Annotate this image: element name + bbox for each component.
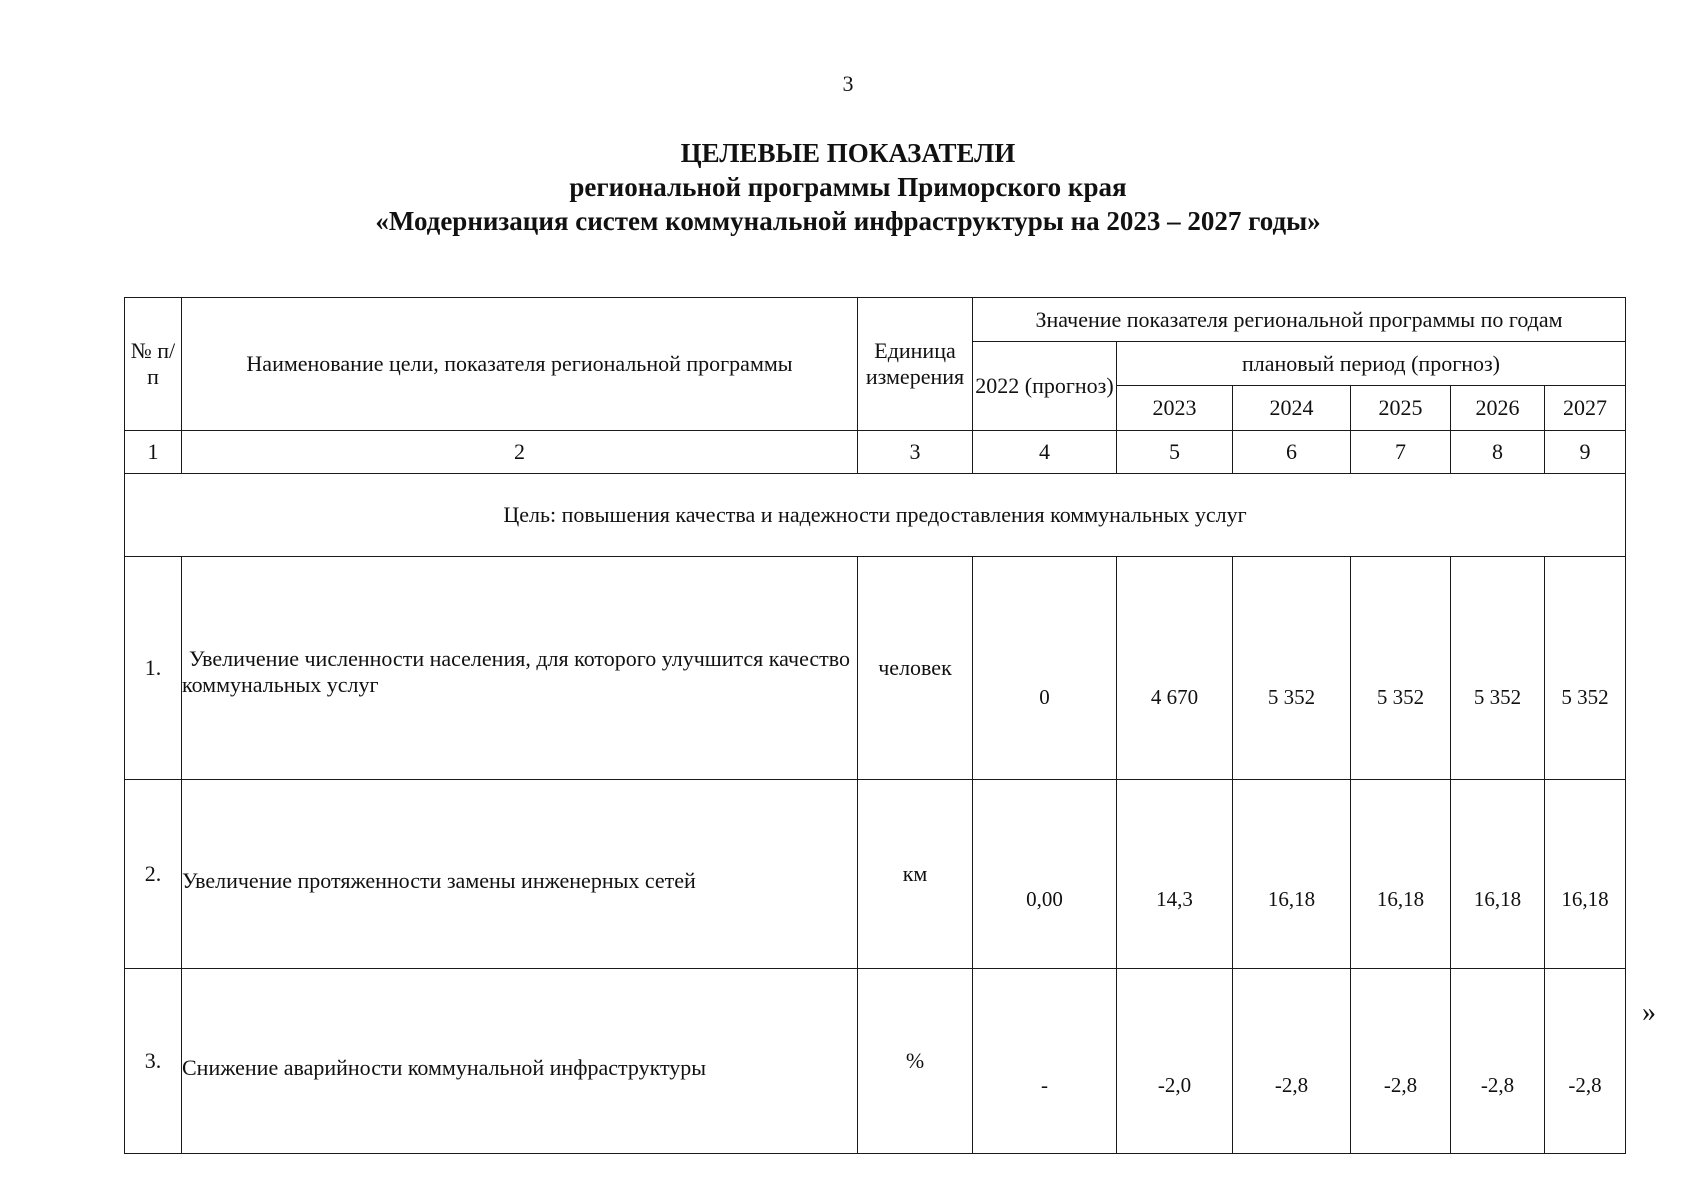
value-2025: -2,8: [1351, 969, 1451, 1154]
column-number: 1: [125, 431, 182, 474]
indicator-name: Снижение аварийности коммунальной инфраструктуры: [182, 969, 858, 1154]
value-2024: -2,8: [1233, 969, 1351, 1154]
indicators-table: [124, 297, 1626, 1154]
header-year: 2025: [1351, 386, 1451, 431]
header-name: Наименование цели, показателя региональной программы: [182, 298, 858, 431]
value-2023: -2,0: [1117, 969, 1233, 1154]
value-2023: 4 670: [1117, 557, 1233, 780]
table-row: [125, 780, 1626, 969]
title-line-3: «Модернизация систем коммунальной инфраструктуры на 2023 – 2027 годы»: [375, 206, 1321, 236]
row-number: 3.: [125, 969, 182, 1154]
row-number: 2.: [125, 780, 182, 969]
column-number: 4: [973, 431, 1117, 474]
column-number-row: [125, 431, 1626, 474]
indicator-name: Увеличение протяженности замены инженерных сетей: [182, 780, 858, 969]
header-year: 2027: [1545, 386, 1626, 431]
indicator-unit: человек: [858, 557, 973, 780]
header-year: 2026: [1451, 386, 1545, 431]
indicator-name: Увеличение численности населения, для которого улучшится качество коммунальных услуг: [182, 557, 858, 780]
value-2025: 16,18: [1351, 780, 1451, 969]
header-values-group: Значение показателя региональной программы по годам: [973, 298, 1626, 342]
value-2027: 16,18: [1545, 780, 1626, 969]
title-line-2: региональной программы Приморского края: [569, 172, 1127, 202]
header-year: 2024: [1233, 386, 1351, 431]
title-line-1: ЦЕЛЕВЫЕ ПОКАЗАТЕЛИ: [680, 138, 1016, 168]
indicator-unit: %: [858, 969, 973, 1154]
table-row: [125, 969, 1626, 1154]
column-number: 9: [1545, 431, 1626, 474]
value-2026: -2,8: [1451, 969, 1545, 1154]
goal-text: Цель: повышения качества и надежности предоставления коммунальных услуг: [125, 474, 1626, 557]
column-number: 6: [1233, 431, 1351, 474]
column-number: 3: [858, 431, 973, 474]
value-2022: 0,00: [973, 780, 1117, 969]
value-2023: 14,3: [1117, 780, 1233, 969]
page-number: 3: [842, 71, 854, 96]
header-num: № п/п: [125, 298, 182, 431]
column-number: 5: [1117, 431, 1233, 474]
indicator-unit: км: [858, 780, 973, 969]
value-2026: 5 352: [1451, 557, 1545, 780]
value-2025: 5 352: [1351, 557, 1451, 780]
value-2022: 0: [973, 557, 1117, 780]
value-2027: 5 352: [1545, 557, 1626, 780]
header-year: 2023: [1117, 386, 1233, 431]
document-title: [0, 136, 1696, 238]
column-number: 7: [1351, 431, 1451, 474]
value-2024: 5 352: [1233, 557, 1351, 780]
header-base-year: 2022 (прогноз): [973, 342, 1117, 431]
column-number: 2: [182, 431, 858, 474]
goal-row: [125, 474, 1626, 557]
row-number: 1.: [125, 557, 182, 780]
value-2024: 16,18: [1233, 780, 1351, 969]
header-unit: Единица измерения: [858, 298, 973, 431]
value-2022: -: [973, 969, 1117, 1154]
value-2026: 16,18: [1451, 780, 1545, 969]
closing-quote-mark: »: [1642, 997, 1656, 1028]
header-planned-period: плановый период (прогноз): [1117, 342, 1626, 386]
table-row: [125, 557, 1626, 780]
value-2027: -2,8: [1545, 969, 1626, 1154]
column-number: 8: [1451, 431, 1545, 474]
header-row: [125, 298, 1626, 342]
